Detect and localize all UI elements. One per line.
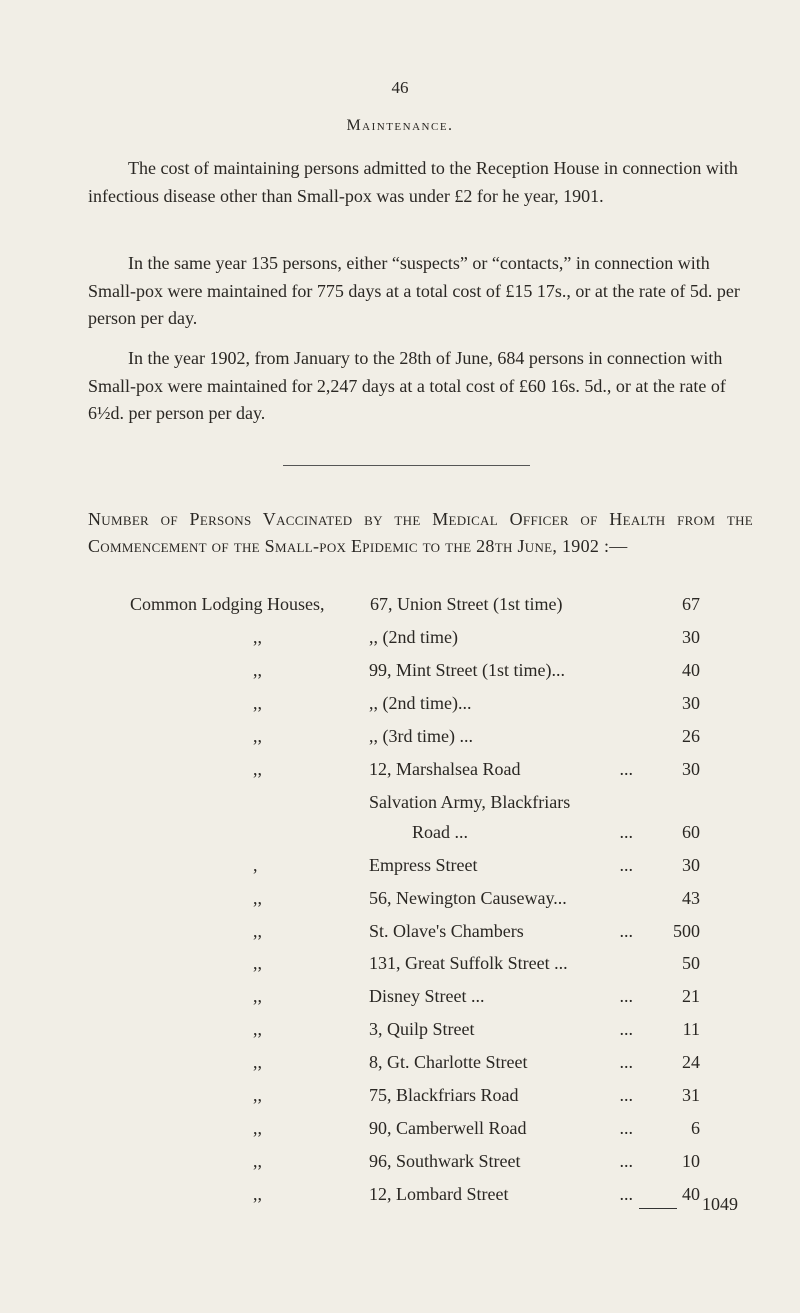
ditto-mark: , bbox=[253, 855, 258, 875]
row-value: 21 bbox=[682, 986, 700, 1006]
vaccination-total: 1049 bbox=[702, 1194, 738, 1214]
row-value: 30 bbox=[682, 855, 700, 875]
row-label: St. Olave's Chambers bbox=[369, 921, 524, 941]
ditto-mark: ,, bbox=[253, 986, 262, 1006]
row-value: 24 bbox=[682, 1052, 700, 1072]
table-row bbox=[0, 1118, 800, 1142]
row-value: 30 bbox=[682, 693, 700, 713]
row-value: 50 bbox=[682, 953, 700, 973]
row-label: 67, Union Street (1st time) bbox=[370, 594, 563, 614]
table-row bbox=[0, 855, 800, 879]
ditto-mark: ,, bbox=[253, 660, 262, 680]
table-row bbox=[0, 822, 800, 846]
row-label: Salvation Army, Blackfriars bbox=[369, 792, 571, 812]
ditto-mark: ,, bbox=[253, 693, 262, 713]
leader-dots: ... bbox=[619, 1019, 633, 1039]
row-value: 30 bbox=[682, 759, 700, 779]
row-value: 60 bbox=[682, 822, 700, 842]
ditto-mark: ,, bbox=[253, 1118, 262, 1138]
row-value: 40 bbox=[682, 1184, 700, 1204]
ditto-mark: ,, bbox=[253, 759, 262, 779]
ditto-mark: ,, bbox=[253, 1085, 262, 1105]
leader-dots: ... bbox=[619, 1151, 633, 1171]
ditto-mark: ,, bbox=[253, 1184, 262, 1204]
row-label: 12, Lombard Street bbox=[369, 1184, 509, 1204]
table-row bbox=[0, 1052, 800, 1076]
row-value: 43 bbox=[682, 888, 700, 908]
row-label: 99, Mint Street (1st time)... bbox=[369, 660, 565, 680]
leader-dots: ... bbox=[619, 921, 633, 941]
leader-dots: ... bbox=[619, 1118, 633, 1138]
maintenance-paragraph: In the same year 135 persons, either “suspects” or “contacts,” in connection with Small-pox were maintained for 775 days at a total cost of £15 17s., or at the rate of 5d. per person per day. bbox=[88, 253, 740, 328]
page-number: 46 bbox=[391, 78, 409, 97]
leader-dots: ... bbox=[619, 759, 633, 779]
ditto-mark: ,, bbox=[253, 1052, 262, 1072]
row-label: Disney Street ... bbox=[369, 986, 485, 1006]
row-label: 12, Marshalsea Road bbox=[369, 759, 521, 779]
ditto-mark: ,, bbox=[253, 953, 262, 973]
row-label: 131, Great Suffolk Street ... bbox=[369, 953, 568, 973]
leader-dots: ... bbox=[619, 1052, 633, 1072]
table-row bbox=[0, 888, 800, 912]
row-value: 40 bbox=[682, 660, 700, 680]
ditto-mark: ,, bbox=[253, 627, 262, 647]
row-label: 3, Quilp Street bbox=[369, 1019, 475, 1039]
row-value: 26 bbox=[682, 726, 700, 746]
table-row bbox=[0, 1151, 800, 1175]
ditto-mark: ,, bbox=[253, 888, 262, 908]
row-label: 8, Gt. Charlotte Street bbox=[369, 1052, 528, 1072]
ditto-mark: ,, bbox=[253, 726, 262, 746]
row-value: 67 bbox=[682, 594, 700, 614]
ditto-mark: ,, bbox=[253, 1151, 262, 1171]
table-row bbox=[0, 921, 800, 945]
row-value: 31 bbox=[682, 1085, 700, 1105]
table-row bbox=[0, 953, 800, 977]
row-value: 6 bbox=[691, 1118, 700, 1138]
table-row bbox=[0, 726, 800, 750]
row-label: 56, Newington Causeway... bbox=[369, 888, 567, 908]
maintenance-heading: Maintenance. bbox=[346, 117, 454, 134]
row-value: 500 bbox=[673, 921, 700, 941]
table-row bbox=[0, 792, 800, 816]
row-label: Road ... bbox=[412, 822, 468, 842]
row-label: 96, Southwark Street bbox=[369, 1151, 521, 1171]
total-rule bbox=[639, 1208, 677, 1209]
table-row bbox=[0, 1019, 800, 1043]
table-row bbox=[0, 660, 800, 684]
ditto-mark: ,, bbox=[253, 921, 262, 941]
leader-dots: ... bbox=[619, 986, 633, 1006]
table-row bbox=[0, 627, 800, 651]
maintenance-paragraph: In the year 1902, from January to the 28th of June, 684 persons in connection with Small-pox were maintained for 2,247 days at a total cost of £60 16s. 5d., or at the rate of 6½d. per person per day. bbox=[88, 348, 726, 423]
table-row bbox=[0, 594, 800, 618]
table-row bbox=[0, 693, 800, 717]
ditto-mark: ,, bbox=[253, 1019, 262, 1039]
leader-dots: ... bbox=[619, 1085, 633, 1105]
leader-dots: ... bbox=[619, 855, 633, 875]
row-label: 90, Camberwell Road bbox=[369, 1118, 527, 1138]
row-label: ,, (2nd time) bbox=[369, 627, 458, 647]
leader-dots: ... bbox=[619, 1184, 633, 1204]
table-row bbox=[0, 1184, 800, 1208]
maintenance-paragraph: The cost of maintaining persons admitted to the Reception House in connection with infectious disease other than Small-pox was under £2 for he year, 1901. bbox=[88, 158, 738, 206]
row-label: ,, (3rd time) ... bbox=[369, 726, 473, 746]
row-category-label: Common Lodging Houses, bbox=[130, 594, 325, 614]
leader-dots: ... bbox=[619, 822, 633, 842]
table-row bbox=[0, 759, 800, 783]
row-value: 11 bbox=[682, 1019, 700, 1039]
row-value: 30 bbox=[682, 627, 700, 647]
section-divider bbox=[283, 465, 530, 466]
row-label: ,, (2nd time)... bbox=[369, 693, 472, 713]
table-row bbox=[0, 1085, 800, 1109]
row-label: Empress Street bbox=[369, 855, 478, 875]
row-value: 10 bbox=[682, 1151, 700, 1171]
table-row bbox=[0, 986, 800, 1010]
row-label: 75, Blackfriars Road bbox=[369, 1085, 519, 1105]
vaccination-heading: Number of Persons Vaccinated by the Medical Officer of Health from the Commencement of the Small-pox Epidemic to the 28th June, 1902 :— bbox=[88, 509, 753, 556]
